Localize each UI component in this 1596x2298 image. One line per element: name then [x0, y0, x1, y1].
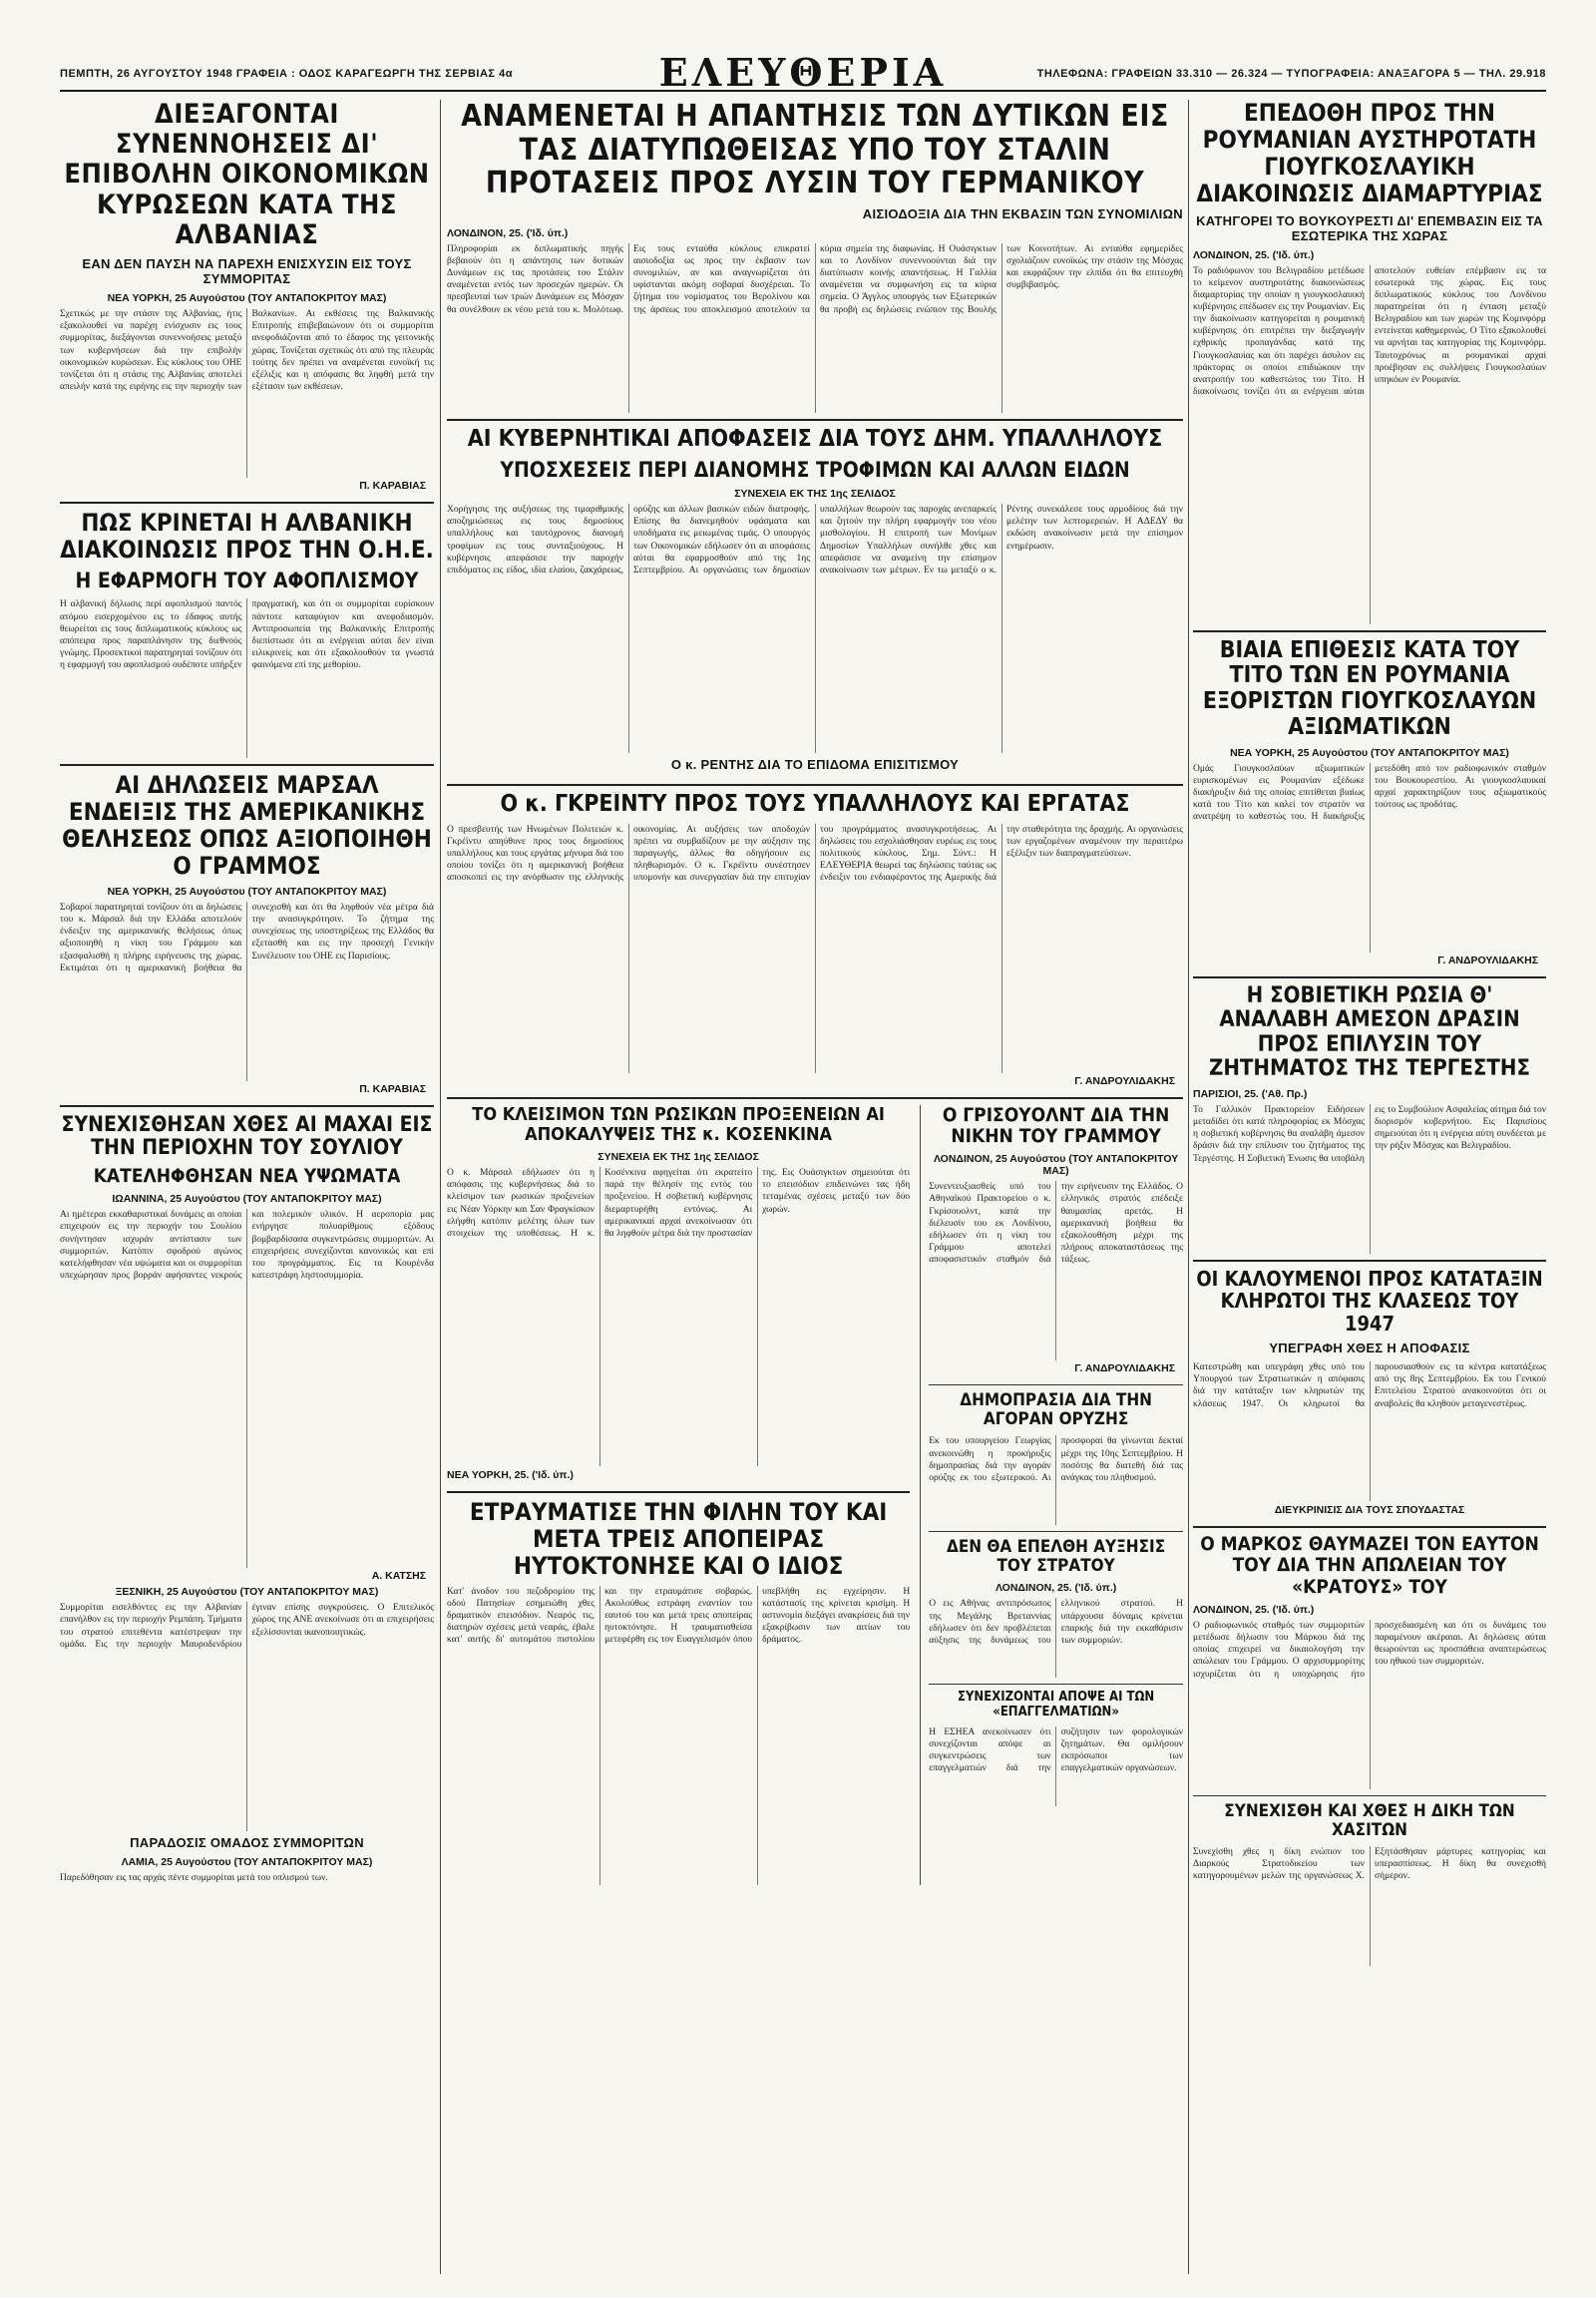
subheadline: ΚΑΤΗΓΟΡΕΙ ΤΟ ΒΟΥΚΟΥΡΕΣΤΙ ΔΙ' ΕΠΕΜΒΑΣΙΝ ΕΙΣ ΤΑ ΕΣΩΤΕΡΙΚΑ ΤΗΣ ΧΩΡΑΣ: [1196, 212, 1543, 243]
divider: [447, 1491, 910, 1493]
dateline: ΝΕΑ ΥΟΡΚΗ, 25 Αυγούστου (ΤΟΥ ΑΝΤΑΠΟΚΡΙΤΟΥ ΜΑΣ): [1230, 746, 1509, 759]
headline: ΔΕΝ ΘΑ ΕΠΕΛΘΗ ΑΥΞΗΣΙΣ ΤΟΥ ΣΤΡΑΤΟΥ: [947, 1538, 1166, 1577]
byline: Γ. ΑΝΔΡΟΥΛΙΔΑΚΗΣ: [1437, 954, 1538, 966]
subhead-surrender: ΠΑΡΑΔΟΣΙΣ ΟΜΑΔΟΣ ΣΥΜΜΟΡΙΤΩΝ: [130, 1835, 364, 1851]
article-body: Κατεστρώθη και υπεγράφη χθες υπό του Υπουργού των Στρατιωτικών η απόφασις διά την κατάταξιν των κληρωτών της κλάσεως 1947. Οι κληρωτοί θα παρουσιασθούν εις τα κέντρα κατατάξεως από της 8ης Σεπτεμβρίου. Εκ του Γενικού Επιτελείου Στρατού ανακοινούται ότι οι αναβολείς θα κληθούν μεταγενεστέρως.: [1193, 1362, 1546, 1409]
article-souli-battles: [60, 1113, 434, 1884]
headline-secondary: ΥΠΟΣΧΕΣΕΙΣ ΠΕΡΙ ΔΙΑΝΟΜΗΣ ΤΡΟΦΙΜΩΝ ΚΑΙ ΑΛΛΩΝ ΕΙΔΩΝ: [500, 457, 1130, 482]
headline: Η ΣΟΒΙΕΤΙΚΗ ΡΩΣΙΑ Θ' ΑΝΑΛΑΒΗ ΑΜΕΣΟΝ ΔΡΑΣΙΝ ΠΡΟΣ ΕΠΙΛΥΣΙΝ ΤΟΥ ΖΗΤΗΜΑΤΟΣ ΤΗΣ ΤΕΡΓΕΣΤΗΣ: [1209, 983, 1530, 1082]
dateline: ΝΕΑ ΥΟΡΚΗ, 25. ('Ιδ. ύπ.): [447, 1469, 574, 1482]
byline: Π. ΚΑΡΑΒΙΑΣ: [359, 1082, 426, 1095]
headline: ΔΙΕΞΑΓΟΝΤΑΙ ΣΥΝΕΝΝΟΗΣΕΙΣ ΔΙ' ΕΠΙΒΟΛΗΝ ΟΙΚΟΝΟΜΙΚΩΝ ΚΥΡΩΣΕΩΝ ΚΑΤΑ ΤΗΣ ΑΛΒΑΝΙΑΣ: [64, 100, 430, 250]
lower-center-section: [447, 1105, 1183, 1885]
article-grady: [447, 792, 1183, 1091]
headline: ΣΥΝΕΧΙΖΟΝΤΑΙ ΑΠΟΨΕ ΑΙ ΤΩΝ «ΕΠΑΓΓΕΛΜΑΤΙΩΝ»: [957, 1691, 1155, 1720]
divider: [60, 502, 434, 504]
headline: ΕΤΡΑΥΜΑΤΙΣΕ ΤΗΝ ΦΙΛΗΝ ΤΟΥ ΚΑΙ ΜΕΤΑ ΤΡΕΙΣ ΑΠΟΠΕΙΡΑΣ ΗΥΤΟΚΤΟΝΗΣΕ ΚΑΙ Ο ΙΔΙΟΣ: [469, 1499, 888, 1580]
subheadline: ΥΠΕΓΡΑΦΗ ΧΘΕΣ Η ΑΠΟΦΑΣΙΣ: [1269, 1340, 1470, 1356]
divider: [447, 419, 1183, 421]
continuation-note: ΣΥΝΕΧΕΙΑ ΕΚ ΤΗΣ 1ης ΣΕΛΙΔΟΣ: [734, 488, 896, 501]
byline: Π. ΚΑΡΑΒΙΑΣ: [359, 480, 426, 493]
byline: Γ. ΑΝΔΡΟΥΛΙΔΑΚΗΣ: [1074, 1362, 1175, 1375]
column-divider: [1188, 100, 1189, 2274]
article-tito-attack: [1193, 638, 1546, 970]
column-left: [60, 100, 434, 2274]
headline: ΟΙ ΚΑΛΟΥΜΕΝΟΙ ΠΡΟΣ ΚΑΤΑΤΑΞΙΝ ΚΛΗΡΩΤΟΙ ΤΗΣ ΚΛΑΣΕΩΣ ΤΟΥ 1947: [1196, 1268, 1543, 1336]
article-trieste: [1193, 984, 1546, 1255]
divider: [1193, 630, 1546, 632]
subheadline: ΕΑΝ ΔΕΝ ΠΑΥΣΗ ΝΑ ΠΑΡΕΧΗ ΕΝΙΣΧΥΣΙΝ ΕΙΣ ΤΟΥΣ ΣΥΜΜΟΡΙΤΑΣ: [82, 256, 412, 287]
article-army-size: [929, 1538, 1183, 1678]
headline: ΑΙ ΔΗΛΩΣΕΙΣ ΜΑΡΣΑΛ ΕΝΔΕΙΞΙΣ ΤΗΣ ΑΜΕΡΙΚΑΝΙΚΗΣ ΘΕΛΗΣΕΩΣ ΟΠΩΣ ΑΞΙΟΠΟΙΗΘΗ Ο ΓΡΑΜΜΟΣ: [62, 772, 432, 881]
divider: [929, 1684, 1183, 1685]
divider: [1193, 1526, 1546, 1528]
dateline: ΝΕΑ ΥΟΡΚΗ, 25 Αυγούστου (ΤΟΥ ΑΝΤΑΠΟΚΡΙΤΟΥ ΜΑΣ): [107, 885, 387, 898]
article-body: Ο πρεσβευτής των Ηνωμένων Πολιτειών κ. Γκρέϊντυ απηύθυνε προς τους δημοσίους υπαλλήλους και τους εργάτας μήνυμα διά του οποίου τονίζει ότι η αμερικανική βοήθεια αποσκοπεί εις την ανόρθωσιν της ελληνικής οικονομίας. Αι αυξήσεις των αποδοχών πρέπει να συμβαδίζουν με την αύξησιν της παραγωγής, άλλως θα οδηγήσουν εις πληθωρισμόν. Ο κ. Γκρέϊντυ συνέστησεν υπομονήν και συνεργασίαν διά την επιτυχίαν του προγράμματος ανασυγκροτήσεως. Αι δηλώσεις του εσχολιάσθησαν ευρέως εις τους πολιτικούς κύκλους. Σημ. Σύντ.: Η ΕΛΕΥΘΕΡΙΑ θεωρεί τας δηλώσεις ταύτας ως ένδειξιν του ενδιαφέροντος της Αμερικής διά την σταθερότητα της δραχμής. Αι οργανώσεις των εργαζομένων αναμένουν την περαιτέρω εξέλιξιν των διαπραγματεύσεων.: [447, 824, 1183, 884]
byline: Γ. ΑΝΔΡΟΥΛΙΔΑΚΗΣ: [1074, 1074, 1175, 1087]
masthead-date-address: ΠΕΜΠΤΗ, 26 ΑΥΓΟΥΣΤΟΥ 1948 ΓΡΑΦΕΙΑ : ΟΔΟΣ ΚΑΡΑΓΕΩΡΓΗ ΤΗΣ ΣΕΡΒΙΑΣ 4α: [60, 68, 513, 80]
dateline-lamia: ΛΑΜΙΑ, 25 Αυγούστου (ΤΟΥ ΑΝΤΑΠΟΚΡΙΤΟΥ ΜΑΣ): [121, 1856, 373, 1869]
masthead: [60, 50, 1546, 95]
article-body: Ομάς Γιουγκοσλαύων αξιωματικών ευρισκομένων εις Ρουμανίαν εξέδωκε διακήρυξιν διά της οποίας επιτίθεται βιαίως κατά του Τίτο και καλεί τον στρατόν να ανατρέψη το καθεστώς του. Η διακήρυξις μετεδόθη από τον ραδιοφωνικόν σταθμόν του Βουκουρεστίου. Αι γιουγκοσλαυικαί αρχαί χαρακτηρίζουν τους αξιωματικούς τούτους ως προδότας.: [1193, 763, 1546, 823]
newspaper-title: ΕΛΕΥΘΕΡΙΑ: [658, 50, 948, 95]
headline-secondary: ΚΑΤΕΛΗΦΘΗΣΑΝ ΝΕΑ ΥΨΩΜΑΤΑ: [93, 1164, 401, 1187]
article-body: Το Γαλλικόν Πρακτορείον Ειδήσεων μεταδίδει ότι κατά πληροφορίας εκ Μόσχας η σοβιετική κυβέρνησις θα αναλάβη άμεσον δράσιν διά την επίλυσιν του ζητήματος της Τεργέστης. Η Σοβιετική Ένωσις θα υποβάλη εις το Συμβούλιον Ασφαλείας αίτημα διά τον διορισμόν κυβερνήτου. Εις Παρισίους σημειούται ότι η ενέργεια αύτη συνδέεται με την ρήξιν Μόσχας και Βελιγραδίου.: [1193, 1105, 1546, 1164]
article-body: Αι ημέτεραι εκκαθαριστικαί δυνάμεις αι οποίαι επιχειρούν εις την περιοχήν του Σουλίου συνήντησαν ισχυράν αντίστασιν των συμμοριτών. Κατόπιν σφοδρού αγώνος κατελήφθησαν νέα υψώματα και οι συμμορίται υπεχώρησαν προς βορράν αφήσαντες νεκρούς και πολεμικόν υλικόν. Η αεροπορία μας ενήργησε πολυαρίθμους εξόδους βομβαρδίσασα συγκεντρώσεις συμμοριτών. Αι επιχειρήσεις συνεχίζονται κανονικώς και επί του προγράμματος. Εις τα Κουρένδα κατεστράφη ληστοσυμμορία.: [60, 1210, 434, 1282]
headline: ΤΟ ΚΛΕΙΣΙΜΟΝ ΤΩΝ ΡΩΣΙΚΩΝ ΠΡΟΞΕΝΕΙΩΝ ΑΙ ΑΠΟΚΑΛΥΨΕΙΣ ΤΗΣ κ. ΚΟΣΕΝΚΙΝΑ: [472, 1104, 885, 1145]
headline-secondary: Η ΕΦΑΡΜΟΓΗ ΤΟΥ ΑΦΟΠΛΙΣΜΟΥ: [75, 568, 419, 592]
headline: ΑΙ ΚΥΒΕΡΝΗΤΙΚΑΙ ΑΠΟΦΑΣΕΙΣ ΔΙΑ ΤΟΥΣ ΔΗΜ. ΥΠΑΛΛΗΛΟΥΣ: [467, 426, 1163, 452]
divider: [929, 1531, 1183, 1532]
article-shooting: [447, 1499, 910, 1885]
continuation-note: ΣΥΝΕΧΕΙΑ ΕΚ ΤΗΣ 1ης ΣΕΛΙΔΟΣ: [598, 1151, 759, 1164]
headline: ΒΙΑΙΑ ΕΠΙΘΕΣΙΣ ΚΑΤΑ ΤΟΥ ΤΙΤΟ ΤΩΝ ΕΝ ΡΟΥΜΑΝΙΑ ΕΞΟΡΙΣΤΩΝ ΓΙΟΥΓΚΟΣΛΑΥΩΝ ΑΞΙΩΜΑΤΙΚΩΝ: [1202, 637, 1537, 740]
dateline: ΛΟΝΔΙΝΟΝ, 25 Αυγούστου (ΤΟΥ ΑΝΤΑΠΟΚΡΙΤΟΥ ΜΑΣ): [933, 1153, 1179, 1178]
subhead-rentis: Ο κ. ΡΕΝΤΗΣ ΔΙΑ ΤΟ ΕΠΙΔΟΜΑ ΕΠΙΣΙΤΙΣΜΟΥ: [670, 757, 960, 773]
dateline-xanthi: ΞΕΣΝΙΚΗ, 25 Αυγούστου (ΤΟΥ ΑΝΤΑΠΟΚΡΙΤΟΥ ΜΑΣ): [115, 1586, 379, 1599]
article-body: Ο ραδιοφωνικός σταθμός των συμμοριτών μετέδωσε δήλωσιν του Μάρκου διά της οποίας επιχειρεί να δικαιολογήση την απώλειαν του Γράμμου. Ο αρχισυμμορίτης ισχυρίζεται ότι η υποχώρησις ήτο προσχεδιασμένη και ότι οι δυνάμεις του παραμένουν ακέραιαι. Αι δηλώσεις αύται θεωρούνται ως προσπάθεια αναπτερώσεως του ηθικού των συμμοριτών.: [1193, 1620, 1546, 1680]
column-right: [1193, 100, 1546, 2274]
headline: Ο κ. ΓΚΡΕΪΝΤΥ ΠΡΟΣ ΤΟΥΣ ΥΠΑΛΛΗΛΟΥΣ ΚΑΙ ΕΡΓΑΤΑΣ: [500, 792, 1130, 818]
headline: ΣΥΝΕΧΙΣΘΗΣΑΝ ΧΘΕΣ ΑΙ ΜΑΧΑΙ ΕΙΣ ΤΗΝ ΠΕΡΙΟΧΗΝ ΤΟΥ ΣΟΥΛΙΟΥ: [61, 1112, 433, 1160]
divider: [60, 1105, 434, 1107]
article-rice-auction: [929, 1391, 1183, 1525]
article-body-lamia: Παρεδόθησαν εις τας αρχάς πέντε συμμορίται μετά του οπλισμού των.: [60, 1873, 328, 1884]
dateline: ΠΑΡΙΣΙΟΙ, 25. ('Αθ. Πρ.): [1193, 1088, 1308, 1100]
article-body: Ο κ. Μάρσαλ εδήλωσεν ότι η απόφασις της κυβερνήσεως διά το κλείσιμον των ρωσικών προξενείων εις Νέαν Υόρκην και Σαν Φραγκίσκον ελήφθη κατόπιν μελέτης όλων των στοιχείων της υποθέσεως. Η κ. Κοσένκινα αφηγείται ότι εκρατείτο παρά την θέλησίν της εντός του προξενείου. Η σοβιετική κυβέρνησις διεμαρτυρήθη εντόνως. Αι αμερικανικαί αρχαί ανεκοίνωσαν ότι θα ληφθούν μέτρα διά την προστασίαν της. Εις Ουάσιγκτων σημειούται ότι το επεισόδιον επιδεινώνει τας ήδη τεταμένας σχέσεις μεταξύ των δύο χωρών.: [447, 1168, 911, 1239]
article-body: Συνεχίσθη χθες η δίκη ενώπιον του Διαρκούς Στρατοδικείου των κατηγορουμένων μελών της οργανώσεως Χ. Εξητάσθησαν μάρτυρες κατηγορίας και υπερασπίσεως. Η δίκη θα συνεχισθή σήμερον.: [1193, 1847, 1546, 1882]
divider: [929, 1384, 1183, 1385]
article-russian-consulates: [447, 1105, 910, 1485]
byline: Α. ΚΑΤΣΗΣ: [371, 1570, 426, 1583]
dateline: ΛΟΝΔΙΝΟΝ, 25. ('Ιδ. ύπ.): [447, 226, 569, 239]
article-body: Συνεντευξιασθείς υπό του Αθηναϊκού Πρακτορείου ο κ. Γκρίσουολντ, κατά την διέλευσίν του εκ Λονδίνου, εδήλωσεν ότι η νίκη του Γράμμου αποτελεί αποφασιστικόν σταθμόν διά την ειρήνευσιν της Ελλάδος. Ο ελληνικός στρατός επέδειξε θαυμασίας αρετάς. Η αμερικανική βοήθεια θα εξακολουθήση μέχρι της πλήρους αποκαταστάσεως της τάξεως.: [929, 1182, 1183, 1266]
article-body: Σοβαροί παρατηρηταί τονίζουν ότι αι δηλώσεις του κ. Μάρσαλ διά την Ελλάδα αποτελούν ένδειξιν της αμερικανικής θελήσεως όπως αξιοποιηθή η νίκη του Γράμμου και εξασφαλισθή η πλήρης ειρήνευσις της χώρας. Εκτιμάται ότι η αμερικανική βοήθεια θα συνεχισθή και ότι θα ληφθούν νέα μέτρα διά την ανασυγκρότησιν. Το ζήτημα της συνεχίσεως της υποστηρίξεως της Ελλάδος θα εξετασθή και εις την προσεχή Γενικήν Συνέλευσιν του ΟΗΕ εις Παρισίους.: [60, 902, 434, 973]
divider: [1193, 976, 1546, 978]
headline: ΔΗΜΟΠΡΑΣΙΑ ΔΙΑ ΤΗΝ ΑΓΟΡΑΝ ΟΡΥΖΗΣ: [960, 1391, 1152, 1430]
dateline: ΝΕΑ ΥΟΡΚΗ, 25 Αυγούστου (ΤΟΥ ΑΝΤΑΠΟΚΡΙΤΟΥ ΜΑΣ): [107, 292, 387, 305]
lead-headline: ΑΝΑΜΕΝΕΤΑΙ Η ΑΠΑΝΤΗΣΙΣ ΤΩΝ ΔΥΤΙΚΩΝ ΕΙΣ ΤΑΣ ΔΙΑΤΥΠΩΘΕΙΣΑΣ ΥΠΟ ΤΟΥ ΣΤΑΛΙΝ ΠΡΟΤΑΣΕΙΣ ΠΡΟΣ ΛΥΣΙΝ ΤΟΥ ΓΕΡΜΑΝΙΚΟΥ: [461, 100, 1169, 201]
dateline: ΛΟΝΔΙΝΟΝ, 25. ('Ιδ. ύπ.): [1193, 1603, 1315, 1616]
headline: ΣΥΝΕΧΙΣΘΗ ΚΑΙ ΧΘΕΣ Η ΔΙΚΗ ΤΩΝ ΧΑΣΙΤΩΝ: [1224, 1801, 1515, 1840]
divider: [1193, 1795, 1546, 1796]
article-professionals: [929, 1691, 1183, 1805]
column-divider: [440, 100, 441, 2274]
column-center: [447, 100, 1183, 2274]
article-civil-servants: [447, 427, 1183, 778]
article-body: Ο εις Αθήνας αντιπρόσωπος της Μεγάλης Βρεταννίας εδήλωσεν ότι δεν προβλέπεται αύξησις της δυνάμεως του ελληνικού στρατού. Η υπάρχουσα δύναμις κρίνεται επαρκής διά την εκκαθάρισιν των συμμοριών.: [929, 1599, 1183, 1646]
divider: [447, 1097, 1183, 1099]
article-chi-trial: [1193, 1802, 1546, 1966]
divider: [1193, 1260, 1546, 1262]
article-albanian-note: [60, 510, 434, 758]
article-body: Η αλβανική δήλωσις περί αφοπλισμού παντός ατόμου εισερχομένου εις το έδαφος αυτής θεωρείται εις τους διπλωματικούς κύκλους ως απόπειρα προς παραπλάνησιν της διεθνούς γνώμης. Προσεκτικοί παρατηρηταί τονίζουν ότι η εφαρμογή του αφοπλισμού ουδέποτε υπήρξεν πραγματική, και ότι οι συμμορίται ευρίσκουν πάντοτε καταφύγιον και ανεφοδιασμόν. Αντιπροσωπεία της Βαλκανικής Επιτροπής διεπίστωσε ότι αι ενέργειαι αύται δεν είναι ειλικρινείς και ότι εξακολουθούν τα γνωστά φαινόμενα επί της μεθορίου.: [60, 599, 434, 671]
headline: Ο ΓΡΙΣΟΥΟΛΝΤ ΔΙΑ ΤΗΝ ΝΙΚΗΝ ΤΟΥ ΓΡΑΜΜΟΥ: [942, 1104, 1170, 1148]
article-markos: [1193, 1534, 1546, 1789]
article-body: Εκ του υπουργείου Γεωργίας ανεκοινώθη η προκήρυξις δημοπρασίας διά την αγοράν ορύζης εκ του εξωτερικού. Αι προσφοραί θα γίνωνται δεκταί μέχρι της 10ης Σεπτεμβρίου. Η ποσότης θα διατεθή διά τας ανάγκας του πληθυσμού.: [929, 1436, 1183, 1483]
article-marshall-statements: [60, 772, 434, 1099]
article-body: Σχετικώς με την στάσιν της Αλβανίας, ήτις εξακολουθεί να παρέχη ενίσχυσιν εις τους συμμορίτας, διεξάγονται συνεννοήσεις μεταξύ των κυβερνήσεων διά την επιβολήν οικονομικών κυρώσεων. Εις κύκλους του ΟΗΕ τονίζεται ότι η στάσις της Αλβανίας αποτελεί απειλήν κατά της ειρήνης εις την περιοχήν των Βαλκανίων. Αι εκθέσεις της Βαλκανικής Επιτροπής επιβεβαιώνουν ότι οι συμμορίται ανεφοδιάζονται από το έδαφος της γειτονικής χώρας. Τονίζεται σχετικώς ότι από της πλευράς τούτης δεν πρέπει να αναμένεται ευνοϊκή τις εξέλιξις και η απόφασις θα ληφθή μετά την εξέτασιν των εκθέσεων.: [60, 309, 434, 393]
article-body-xanthi: Συμμορίται εισελθόντες εις την Αλβανίαν επανήλθον εις την περιοχήν Ρεμπάπη. Τμήματα του στρατού επιτεθέντα κατέστρεψαν την ομάδα. Εις την περιοχήν Μαυροδενδρίου έγιναν επίσης συγκρούσεις. Ο Επιτελικός χώρος της ΑΝΕ ανεκοίνωσε ότι αι επιχειρήσεις εξελίσσονται ικανοποιητικώς.: [60, 1603, 434, 1650]
masthead-phones: ΤΗΛΕΦΩΝΑ: ΓΡΑΦΕΙΩΝ 33.310 — 26.324 — ΤΥΠΟΓΡΑΦΕΙΑ: ΑΝΑΞΑΓΟΡΑ 5 — ΤΗΛ. 29.918: [1036, 68, 1546, 80]
article-body: Η ΕΣΗΕΑ ανεκοίνωσεν ότι συνεχίζονται απόψε αι συγκεντρώσεις των επαγγελματιών διά την συζήτησιν των φορολογικών ζητημάτων. Θα ομιλήσουν εκπρόσωποι των επαγγελματικών οργανώσεων.: [929, 1726, 1183, 1774]
headline: Ο ΜΑΡΚΟΣ ΘΑΥΜΑΖΕΙ ΤΟΝ ΕΑΥΤΟΝ ΤΟΥ ΔΙΑ ΤΗΝ ΑΠΩΛΕΙΑΝ ΤΟΥ «ΚΡΑΤΟΥΣ» ΤΟΥ: [1200, 1534, 1539, 1598]
lower-center-left: [447, 1105, 910, 1885]
article-body: Χορήγησις της αυξήσεως της τιμαριθμικής αποζημιώσεως εις τους δημοσίους υπαλλήλους και ταυτόχρονος διανομή τροφίμων εις τους συνταξιούχους. Η κυβέρνησις απεφάσισε την παροχήν επιδόματος εις είδος, ιδία ελαίου, ζακχάρεως, ορύζης και άλλων βασικών ειδών διατροφής. Επίσης θα διανεμηθούν υφάσματα και υποδήματα εις μειωμένας τιμάς. Ο υπουργός των Οικονομικών εδήλωσεν ότι αι αποφάσεις αύται θα εφαρμοσθούν από της 1ης Σεπτεμβρίου. Αι οργανώσεις των δημοσίων υπαλλήλων θεωρούν τας παροχάς ανεπαρκείς και ζητούν την πλήρη εφαρμογήν του νέου μισθολογίου. Η επιτροπή των Μονίμων Δημοσίων Υπαλλήλων συνήλθε χθες και απεφάσισε να αναμείνη την επίσημον ανακοίνωσιν των μέτρων. Εν τω μεταξύ ο κ. Ρέντης συνεκάλεσε τους αρμοδίους διά την μελέτην των λεπτομερειών. Η ΑΔΕΔΥ θα εκδώση ανακοίνωσιν μετά την επίσημον ενημέρωσιν.: [447, 505, 1183, 575]
article-romania-note: [1193, 100, 1546, 624]
lower-center-right: [920, 1105, 1183, 1885]
subheadline: ΑΙΣΙΟΔΟΞΙΑ ΔΙΑ ΤΗΝ ΕΚΒΑΣΙΝ ΤΩΝ ΣΥΝΟΜΙΛΙΩΝ: [862, 205, 1183, 221]
article-stalin-proposals: [447, 100, 1183, 413]
article-albania-sanctions: [60, 100, 434, 496]
divider: [60, 764, 434, 766]
headline: ΕΠΕΔΟΘΗ ΠΡΟΣ ΤΗΝ ΡΟΥΜΑΝΙΑΝ ΑΥΣΤΗΡΟΤΑΤΗ ΓΙΟΥΓΚΟΣΛΑΥΙΚΗ ΔΙΑΚΟΙΝΩΣΙΣ ΔΙΑΜΑΡΤΥΡΙΑΣ: [1196, 100, 1543, 207]
article-body: Το ραδιόφωνον του Βελιγραδίου μετέδωσε το κείμενον αυστηροτάτης διακοινώσεως διαμαρτυρίας την οποίαν η γιουγκοσλαυική κυβέρνησις επέδωσεν εις την Ρουμανίαν. Εις την διακοίνωσιν κατηγορείται η ρουμανική κυβέρνησις ότι επιτρέπει την διεξαγωγήν εχθρικής προπαγάνδας κατά της Γιουγκοσλαυίας και ότι παρέχει άσυλον εις πράκτορας οι οποίοι επιδιώκουν την ανατροπήν του καθεστώτος του Τίτο. Η διακοίνωσις τονίζει ότι αι ενέργειαι αύται αποτελούν ευθείαν επέμβασιν εις τα εσωτερικά της χώρας. Εις τους διπλωματικούς κύκλους του Λονδίνου παρατηρείται ότι η ένταση μεταξύ Βελιγραδίου και των χωρών της Κομινφόρμ εντείνεται καθημερινώς. Ο Τίτο εξακολουθεί να αρνήται τας κατηγορίας της Κομινφόρμ. Ταυτοχρόνως αι ρουμανικαί αρχαί προέβησαν εις συλλήψεις Γιουγκοσλαύων υπηκόων εν Ρουμανία.: [1193, 265, 1546, 398]
article-body: Πληροφορίαι εκ διπλωματικής πηγής βεβαιούν ότι η απάντησις των δυτικών Δυνάμεων εις τας προτάσεις του Στάλιν αναμένεται εντός των προσεχών ημερών. Οι πρεσβευταί των τριών Δυνάμεων εις Μόσχαν θα συνέλθουν εκ νέου μετά του κ. Μολότωφ. Εις τους ενταύθα κύκλους επικρατεί αισιοδοξία ως προς την έκβασιν των συνομιλιών, αν και αναγνωρίζεται ότι υφίστανται ακόμη σοβαραί δυσχέρειαι. Το ζήτημα του νομίσματος του Βερολίνου και της άρσεως του αποκλεισμού αποτελούν τα κύρια σημεία της διαφωνίας. Η Ουάσιγκτων και το Λονδίνον συνεννοούνται διά την διατύπωσιν κοινής απαντήσεως. Η Γαλλία αναμένεται να συμφωνήση εις τα κύρια σημεία. Ο Άγγλος υπουργός των Εξωτερικών θα προβή εις δηλώσεις ενώπιον της Βουλής των Κοινοτήτων. Αι ενταύθα εφημερίδες σχολιάζουν ευνοϊκώς την στάσιν της Μόσχας και εκφράζουν την ελπίδα ότι θα επιτευχθή συμβιβασμός.: [447, 243, 1183, 315]
dateline: ΙΩΑΝΝΙΝΑ, 25 Αυγούστου (ΤΟΥ ΑΝΤΑΠΟΚΡΙΤΟΥ ΜΑΣ): [112, 1193, 382, 1206]
subhead-students: ΔΙΕΥΚΡΙΝΙΣΙΣ ΔΙΑ ΤΟΥΣ ΣΠΟΥΔΑΣΤΑΣ: [1274, 1504, 1465, 1517]
dateline: ΛΟΝΔΙΝΟΝ, 25. ('Ιδ. ύπ.): [1193, 248, 1315, 261]
article-conscripts-1947: [1193, 1268, 1546, 1520]
dateline: ΛΟΝΔΙΝΟΝ, 25. ('Ιδ. ύπ.): [995, 1582, 1117, 1595]
article-body: Κατ' άνοδον του πεζοδρομίου της οδού Πατησίων εσημειώθη χθες δραματικόν επεισόδιον. Νεαρός τις, διατηρών σχέσεις μετά νεαράς, έβαλε κατ' αυτής δι' αυτομάτου πιστολίου και την ετραυμάτισε σοβαρώς. Ακολούθως εστράφη εναντίον του εαυτού του και μετά τρεις αποπείρας ηυτοκτόνησε. Η τραυματισθείσα μετεφέρθη εις τον Ευαγγελισμόν όπου υπεβλήθη εις εγχείρησιν. Η κατάστασίς της κρίνεται κρισίμη. Η αστυνομία διεξάγει ανακρίσεις διά την εξακρίβωσιν των αιτίων του δράματος.: [447, 1586, 911, 1646]
divider: [447, 784, 1183, 786]
headline: ΠΩΣ ΚΡΙΝΕΤΑΙ Η ΑΛΒΑΝΙΚΗ ΔΙΑΚΟΙΝΩΣΙΣ ΠΡΟΣ ΤΗΝ Ο.Η.Ε.: [60, 510, 434, 565]
article-griswold: [929, 1105, 1183, 1379]
